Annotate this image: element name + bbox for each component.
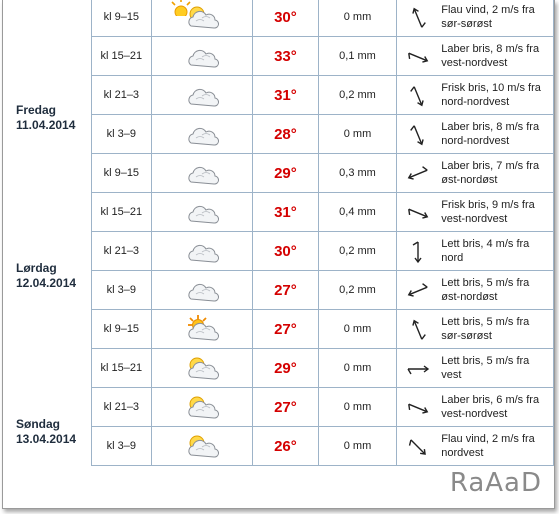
partly-cloudy-icon xyxy=(151,349,252,388)
wind-speed-text: Flau vind, 2 m/s fra xyxy=(441,4,535,16)
forecast-row xyxy=(92,388,554,427)
precipitation-cell: 0,2 mm xyxy=(318,76,397,115)
day-label-sondag xyxy=(16,417,76,447)
day-column xyxy=(3,0,91,508)
wind-cell xyxy=(397,310,554,349)
wind-cell xyxy=(397,349,554,388)
wind-arrow-icon xyxy=(405,5,431,31)
day-label-fredag xyxy=(16,103,75,133)
wind-speed-text: Lett bris, 5 m/s fra xyxy=(441,316,530,328)
precipitation-cell: 0 mm xyxy=(318,0,397,37)
wind-arrow-icon xyxy=(405,200,431,226)
wind-speed-text: Lett bris, 4 m/s fra xyxy=(441,238,530,250)
wind-description xyxy=(441,198,553,226)
period-cell: kl 15–21 xyxy=(92,349,152,388)
precipitation-cell: 0 mm xyxy=(318,388,397,427)
wind-direction-text: nordvest xyxy=(441,447,484,459)
precipitation-cell: 0,3 mm xyxy=(318,154,397,193)
period-cell: kl 3–9 xyxy=(92,427,152,466)
wind-speed-text: Laber bris, 8 m/s fra xyxy=(441,43,540,55)
partly-cloudy-icon xyxy=(151,388,252,427)
wind-description xyxy=(441,432,553,460)
partly-cloudy-icon xyxy=(151,427,252,466)
wind-cell xyxy=(397,388,554,427)
wind-direction-text: nord-nordvest xyxy=(441,96,510,108)
temperature-cell: 27° xyxy=(253,388,319,427)
temperature-cell: 27° xyxy=(253,310,319,349)
wind-arrow-icon xyxy=(405,44,431,70)
period-cell: kl 3–9 xyxy=(92,271,152,310)
wind-speed-text: Frisk bris, 9 m/s fra xyxy=(441,199,535,211)
wind-arrow-icon xyxy=(405,122,431,148)
forecast-row xyxy=(92,349,554,388)
day-date: 12.04.2014 xyxy=(16,276,77,290)
wind-arrow-icon xyxy=(405,239,431,265)
temperature-cell: 29° xyxy=(253,154,319,193)
wind-speed-text: Laber bris, 7 m/s fra xyxy=(441,160,540,172)
wind-speed-text: Lett bris, 5 m/s fra xyxy=(441,355,530,367)
day-date: 13.04.2014 xyxy=(16,432,77,446)
wind-cell xyxy=(397,154,554,193)
wind-direction-text: vest-nordvest xyxy=(441,57,508,69)
wind-description xyxy=(441,42,553,70)
precipitation-cell: 0,2 mm xyxy=(318,271,397,310)
cloudy-icon xyxy=(151,76,252,115)
cloudy-icon xyxy=(151,154,252,193)
forecast-panel xyxy=(2,0,555,509)
period-cell: kl 15–21 xyxy=(92,193,152,232)
wind-arrow-icon xyxy=(405,161,431,187)
period-cell: kl 21–3 xyxy=(92,76,152,115)
forecast-row xyxy=(92,232,554,271)
temperature-cell: 31° xyxy=(253,193,319,232)
cloudy-icon xyxy=(151,193,252,232)
wind-direction-text: nord-nordvest xyxy=(441,135,510,147)
temperature-cell: 26° xyxy=(253,427,319,466)
wind-cell xyxy=(397,232,554,271)
wind-arrow-icon xyxy=(405,434,431,460)
forecast-row xyxy=(92,193,554,232)
forecast-row xyxy=(92,115,554,154)
period-cell: kl 21–3 xyxy=(92,232,152,271)
forecast-row xyxy=(92,76,554,115)
wind-cell xyxy=(397,0,554,37)
wind-speed-text: Laber bris, 6 m/s fra xyxy=(441,394,540,406)
temperature-cell: 31° xyxy=(253,76,319,115)
wind-description xyxy=(441,81,553,109)
period-cell: kl 9–15 xyxy=(92,310,152,349)
wind-cell xyxy=(397,193,554,232)
cloudy-icon xyxy=(151,232,252,271)
period-cell: kl 9–15 xyxy=(92,154,152,193)
wind-cell xyxy=(397,271,554,310)
wind-cell xyxy=(397,115,554,154)
wind-cell xyxy=(397,37,554,76)
wind-description xyxy=(441,159,553,187)
wind-description xyxy=(441,315,553,343)
forecast-row xyxy=(92,37,554,76)
wind-direction-text: nord xyxy=(441,252,464,264)
wind-speed-text: Lett bris, 5 m/s fra xyxy=(441,277,530,289)
day-name: Lørdag xyxy=(16,261,57,275)
wind-arrow-icon xyxy=(405,278,431,304)
wind-cell xyxy=(397,76,554,115)
wind-direction-text: vest-nordvest xyxy=(441,408,508,420)
precipitation-cell: 0 mm xyxy=(318,115,397,154)
temperature-cell: 28° xyxy=(253,115,319,154)
precipitation-cell: 0,4 mm xyxy=(318,193,397,232)
precipitation-cell: 0,2 mm xyxy=(318,232,397,271)
sun-cloud-icon xyxy=(151,310,252,349)
forecast-row xyxy=(92,154,554,193)
temperature-cell: 30° xyxy=(253,0,319,37)
day-name: Søndag xyxy=(16,417,60,431)
precipitation-cell: 0 mm xyxy=(318,349,397,388)
forecast-table xyxy=(91,0,554,466)
partly-cloudy-icon xyxy=(151,0,252,37)
period-cell: kl 15–21 xyxy=(92,37,152,76)
wind-direction-text: vest-nordvest xyxy=(441,213,508,225)
wind-description xyxy=(441,393,553,421)
wind-speed-text: Flau vind, 2 m/s fra xyxy=(441,433,535,445)
wind-direction-text: øst-nordøst xyxy=(441,174,498,186)
wind-arrow-icon xyxy=(405,317,431,343)
wind-direction-text: sør-sørøst xyxy=(441,330,492,342)
wind-description xyxy=(441,354,553,382)
temperature-cell: 33° xyxy=(253,37,319,76)
forecast-row xyxy=(92,0,554,37)
wind-direction-text: vest xyxy=(441,369,462,381)
precipitation-cell: 0 mm xyxy=(318,427,397,466)
wind-arrow-icon xyxy=(405,356,431,382)
wind-direction-text: øst-nordøst xyxy=(441,291,498,303)
wind-speed-text: Laber bris, 8 m/s fra xyxy=(441,121,540,133)
cloudy-icon xyxy=(151,37,252,76)
temperature-cell: 30° xyxy=(253,232,319,271)
precipitation-cell: 0,1 mm xyxy=(318,37,397,76)
forecast-row xyxy=(92,427,554,466)
period-cell: kl 3–9 xyxy=(92,115,152,154)
forecast-row xyxy=(92,310,554,349)
cloudy-icon xyxy=(151,271,252,310)
forecast-row xyxy=(92,271,554,310)
day-date: 11.04.2014 xyxy=(16,118,76,132)
wind-arrow-icon xyxy=(405,395,431,421)
day-label-lordag xyxy=(16,261,76,291)
wind-description xyxy=(441,120,553,148)
wind-cell xyxy=(397,427,554,466)
wind-speed-text: Frisk bris, 10 m/s fra xyxy=(441,82,541,94)
watermark: RaAaD xyxy=(449,468,542,498)
wind-arrow-icon xyxy=(405,83,431,109)
wind-description xyxy=(441,237,553,265)
temperature-cell: 27° xyxy=(253,271,319,310)
day-name: Fredag xyxy=(16,103,57,117)
temperature-cell: 29° xyxy=(253,349,319,388)
cloudy-icon xyxy=(151,115,252,154)
wind-description xyxy=(441,276,553,304)
precipitation-cell: 0 mm xyxy=(318,310,397,349)
wind-description xyxy=(441,3,553,31)
period-cell: kl 21–3 xyxy=(92,388,152,427)
wind-direction-text: sør-sørøst xyxy=(441,18,492,30)
period-cell: kl 9–15 xyxy=(92,0,152,37)
